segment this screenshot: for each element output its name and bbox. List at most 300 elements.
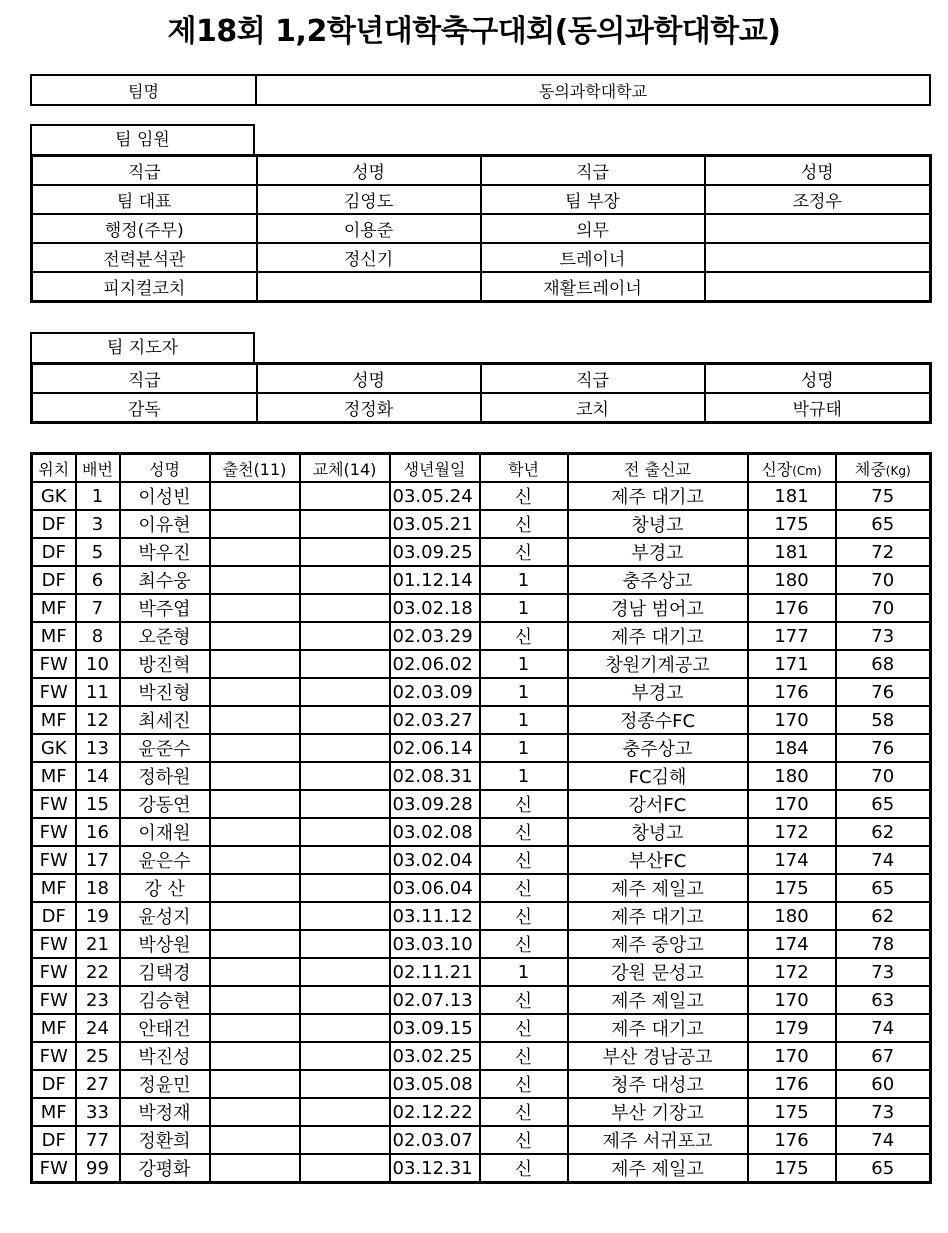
player-substitute: [300, 818, 390, 846]
player-school: 창녕고: [568, 818, 748, 846]
header-birthdate: 생년월일: [390, 454, 480, 483]
staff-caption: 팀 임원: [30, 124, 255, 154]
player-weight: 70: [836, 594, 931, 622]
player-grade: 신: [480, 1126, 568, 1154]
player-birthdate: 03.05.08: [390, 1070, 480, 1098]
staff-cell: 정신기: [257, 243, 481, 272]
player-starting: [210, 1154, 300, 1183]
header-height-unit: (Cm): [792, 463, 822, 478]
player-height: 180: [748, 762, 836, 790]
player-position: FW: [32, 1042, 76, 1070]
player-substitute: [300, 706, 390, 734]
player-height: 181: [748, 482, 836, 510]
player-grade: 신: [480, 622, 568, 650]
player-number: 19: [76, 902, 120, 930]
player-name: 정환희: [120, 1126, 210, 1154]
player-starting: [210, 650, 300, 678]
player-name: 강동연: [120, 790, 210, 818]
coaches-cell: 정정화: [257, 393, 481, 423]
player-name: 최수웅: [120, 566, 210, 594]
player-position: MF: [32, 706, 76, 734]
coaches-header-cell: 직급: [481, 364, 705, 394]
player-school: 정종수FC: [568, 706, 748, 734]
player-weight: 72: [836, 538, 931, 566]
player-birthdate: 02.03.07: [390, 1126, 480, 1154]
table-row: [32, 1042, 931, 1070]
player-birthdate: 02.03.09: [390, 678, 480, 706]
player-weight: 65: [836, 790, 931, 818]
player-name: 김택경: [120, 958, 210, 986]
player-grade: 1: [480, 706, 568, 734]
player-starting: [210, 818, 300, 846]
table-row: [32, 818, 931, 846]
player-name: 오준형: [120, 622, 210, 650]
coaches-cell: 코치: [481, 393, 705, 423]
player-number: 27: [76, 1070, 120, 1098]
table-row: [32, 762, 931, 790]
player-birthdate: 02.03.27: [390, 706, 480, 734]
staff-row: [32, 214, 931, 243]
player-weight: 65: [836, 510, 931, 538]
player-weight: 62: [836, 818, 931, 846]
table-row: [32, 734, 931, 762]
staff-cell: 김영도: [257, 185, 481, 214]
player-number: 21: [76, 930, 120, 958]
player-position: DF: [32, 1070, 76, 1098]
staff-cell: [705, 214, 931, 243]
player-school: 제주 대기고: [568, 902, 748, 930]
staff-header-row: [32, 156, 931, 186]
player-height: 181: [748, 538, 836, 566]
table-row: [32, 902, 931, 930]
staff-cell: [705, 272, 931, 302]
player-position: DF: [32, 902, 76, 930]
player-position: MF: [32, 874, 76, 902]
staff-row: [32, 272, 931, 302]
player-starting: [210, 874, 300, 902]
player-name: 윤준수: [120, 734, 210, 762]
staff-cell: 팀 대표: [32, 185, 257, 214]
player-name: 최세진: [120, 706, 210, 734]
player-height: 180: [748, 902, 836, 930]
table-row: [32, 1126, 931, 1154]
staff-table: [30, 154, 932, 303]
player-substitute: [300, 678, 390, 706]
player-school: 청주 대성고: [568, 1070, 748, 1098]
player-name: 박우진: [120, 538, 210, 566]
player-birthdate: 02.06.02: [390, 650, 480, 678]
player-name: 이재원: [120, 818, 210, 846]
player-school: 제주 서귀포고: [568, 1126, 748, 1154]
player-substitute: [300, 1154, 390, 1183]
player-weight: 67: [836, 1042, 931, 1070]
player-height: 176: [748, 1070, 836, 1098]
player-number: 7: [76, 594, 120, 622]
player-starting: [210, 790, 300, 818]
player-birthdate: 02.12.22: [390, 1098, 480, 1126]
player-height: 170: [748, 986, 836, 1014]
staff-cell: 이용준: [257, 214, 481, 243]
player-weight: 78: [836, 930, 931, 958]
player-position: DF: [32, 538, 76, 566]
player-weight: 68: [836, 650, 931, 678]
player-weight: 73: [836, 1098, 931, 1126]
player-substitute: [300, 1126, 390, 1154]
player-number: 1: [76, 482, 120, 510]
player-grade: 신: [480, 1014, 568, 1042]
table-row: [32, 930, 931, 958]
player-grade: 신: [480, 874, 568, 902]
player-grade: 신: [480, 538, 568, 566]
player-starting: [210, 622, 300, 650]
player-number: 8: [76, 622, 120, 650]
player-birthdate: 01.12.14: [390, 566, 480, 594]
player-school: 제주 대기고: [568, 622, 748, 650]
player-grade: 1: [480, 958, 568, 986]
staff-header-cell: 성명: [705, 156, 931, 186]
player-position: GK: [32, 734, 76, 762]
player-number: 77: [76, 1126, 120, 1154]
player-height: 184: [748, 734, 836, 762]
staff-cell: 피지컬코치: [32, 272, 257, 302]
player-school: 부산FC: [568, 846, 748, 874]
player-height: 176: [748, 678, 836, 706]
player-name: 윤은수: [120, 846, 210, 874]
player-position: FW: [32, 678, 76, 706]
player-height: 175: [748, 510, 836, 538]
player-number: 33: [76, 1098, 120, 1126]
player-name: 안태건: [120, 1014, 210, 1042]
table-row: [32, 846, 931, 874]
player-number: 16: [76, 818, 120, 846]
player-weight: 63: [836, 986, 931, 1014]
header-school: 전 출신교: [568, 454, 748, 483]
table-row: [32, 1070, 931, 1098]
staff-cell: [257, 272, 481, 302]
player-height: 176: [748, 594, 836, 622]
team-name-table: [30, 74, 931, 106]
player-position: FW: [32, 790, 76, 818]
player-number: 25: [76, 1042, 120, 1070]
coaches-cell: 박규태: [705, 393, 931, 423]
staff-cell: 행정(주무): [32, 214, 257, 243]
player-grade: 1: [480, 762, 568, 790]
player-weight: 76: [836, 678, 931, 706]
player-name: 박진형: [120, 678, 210, 706]
player-height: 170: [748, 706, 836, 734]
player-weight: 58: [836, 706, 931, 734]
coaches-header-cell: 성명: [257, 364, 481, 394]
player-position: GK: [32, 482, 76, 510]
player-grade: 1: [480, 566, 568, 594]
player-name: 이유현: [120, 510, 210, 538]
player-position: DF: [32, 1126, 76, 1154]
header-weight-unit: (Kg): [885, 463, 911, 478]
player-birthdate: 02.03.29: [390, 622, 480, 650]
player-grade: 신: [480, 1098, 568, 1126]
player-starting: [210, 510, 300, 538]
player-height: 171: [748, 650, 836, 678]
player-position: FW: [32, 930, 76, 958]
staff-cell: 조정우: [705, 185, 931, 214]
team-name-label: 팀명: [31, 75, 256, 105]
coach-table: [30, 362, 932, 424]
player-name: 박진성: [120, 1042, 210, 1070]
player-position: FW: [32, 818, 76, 846]
player-starting: [210, 482, 300, 510]
player-grade: 신: [480, 482, 568, 510]
header-height: [748, 454, 836, 483]
player-birthdate: 03.11.12: [390, 902, 480, 930]
player-starting: [210, 1098, 300, 1126]
player-number: 17: [76, 846, 120, 874]
player-substitute: [300, 762, 390, 790]
staff-cell: 트레이너: [481, 243, 705, 272]
staff-row: [32, 185, 931, 214]
player-weight: 62: [836, 902, 931, 930]
player-birthdate: 03.05.21: [390, 510, 480, 538]
player-substitute: [300, 482, 390, 510]
player-substitute: [300, 846, 390, 874]
roster-header-row: [32, 454, 931, 483]
player-name: 정윤민: [120, 1070, 210, 1098]
player-starting: [210, 1126, 300, 1154]
player-position: MF: [32, 1098, 76, 1126]
player-name: 박정재: [120, 1098, 210, 1126]
player-birthdate: 03.09.15: [390, 1014, 480, 1042]
player-starting: [210, 1070, 300, 1098]
player-number: 6: [76, 566, 120, 594]
player-school: 제주 중앙고: [568, 930, 748, 958]
player-grade: 신: [480, 930, 568, 958]
player-number: 3: [76, 510, 120, 538]
player-height: 179: [748, 1014, 836, 1042]
player-grade: 신: [480, 510, 568, 538]
player-grade: 1: [480, 734, 568, 762]
player-starting: [210, 566, 300, 594]
player-position: MF: [32, 762, 76, 790]
player-name: 정하원: [120, 762, 210, 790]
staff-cell: 재활트레이너: [481, 272, 705, 302]
player-school: 강서FC: [568, 790, 748, 818]
header-weight: [836, 454, 931, 483]
player-number: 11: [76, 678, 120, 706]
player-weight: 74: [836, 1014, 931, 1042]
player-height: 175: [748, 874, 836, 902]
player-school: 제주 제일고: [568, 874, 748, 902]
player-starting: [210, 986, 300, 1014]
player-number: 13: [76, 734, 120, 762]
player-substitute: [300, 622, 390, 650]
player-position: FW: [32, 846, 76, 874]
player-starting: [210, 930, 300, 958]
player-birthdate: 03.02.08: [390, 818, 480, 846]
player-height: 175: [748, 1098, 836, 1126]
player-starting: [210, 846, 300, 874]
player-grade: 신: [480, 1070, 568, 1098]
player-substitute: [300, 510, 390, 538]
player-height: 172: [748, 818, 836, 846]
player-substitute: [300, 650, 390, 678]
player-birthdate: 03.12.31: [390, 1154, 480, 1183]
table-row: [32, 594, 931, 622]
table-row: [32, 538, 931, 566]
player-name: 김승현: [120, 986, 210, 1014]
roster-table: [30, 452, 932, 1184]
table-row: [32, 986, 931, 1014]
player-name: 박주엽: [120, 594, 210, 622]
player-weight: 70: [836, 762, 931, 790]
player-substitute: [300, 958, 390, 986]
player-grade: 신: [480, 986, 568, 1014]
player-starting: [210, 902, 300, 930]
player-height: 170: [748, 1042, 836, 1070]
table-row: [32, 1154, 931, 1183]
player-name: 박상원: [120, 930, 210, 958]
player-name: 강 산: [120, 874, 210, 902]
header-weight-label: 체중: [854, 459, 886, 479]
player-grade: 1: [480, 678, 568, 706]
player-position: MF: [32, 622, 76, 650]
player-school: 제주 대기고: [568, 1014, 748, 1042]
player-birthdate: 02.11.21: [390, 958, 480, 986]
player-school: 제주 제일고: [568, 986, 748, 1014]
player-position: FW: [32, 958, 76, 986]
player-name: 방진혁: [120, 650, 210, 678]
staff-cell: 전력분석관: [32, 243, 257, 272]
staff-row: [32, 243, 931, 272]
player-number: 22: [76, 958, 120, 986]
table-row: [32, 874, 931, 902]
player-height: 180: [748, 566, 836, 594]
player-birthdate: 02.07.13: [390, 986, 480, 1014]
player-birthdate: 03.02.25: [390, 1042, 480, 1070]
player-school: FC김해: [568, 762, 748, 790]
player-school: 제주 제일고: [568, 1154, 748, 1183]
player-birthdate: 03.05.24: [390, 482, 480, 510]
player-school: 부경고: [568, 678, 748, 706]
player-school: 경남 범어고: [568, 594, 748, 622]
player-position: MF: [32, 594, 76, 622]
staff-header-cell: 직급: [32, 156, 257, 186]
player-grade: 신: [480, 818, 568, 846]
header-number: 배번: [76, 454, 120, 483]
player-number: 10: [76, 650, 120, 678]
player-starting: [210, 594, 300, 622]
header-starting: 출천(11): [210, 454, 300, 483]
player-school: 창녕고: [568, 510, 748, 538]
player-substitute: [300, 1070, 390, 1098]
player-position: MF: [32, 1014, 76, 1042]
player-starting: [210, 1014, 300, 1042]
table-row: [32, 482, 931, 510]
header-height-label: 신장: [761, 459, 793, 479]
player-grade: 신: [480, 790, 568, 818]
player-birthdate: 03.09.28: [390, 790, 480, 818]
player-school: 충주상고: [568, 566, 748, 594]
player-weight: 74: [836, 1126, 931, 1154]
player-position: DF: [32, 566, 76, 594]
player-grade: 신: [480, 846, 568, 874]
player-substitute: [300, 986, 390, 1014]
player-number: 24: [76, 1014, 120, 1042]
header-name: 성명: [120, 454, 210, 483]
player-school: 부산 경남공고: [568, 1042, 748, 1070]
staff-header-cell: 직급: [481, 156, 705, 186]
player-grade: 신: [480, 1154, 568, 1183]
player-school: 충주상고: [568, 734, 748, 762]
player-birthdate: 03.03.10: [390, 930, 480, 958]
staff-cell: 팀 부장: [481, 185, 705, 214]
player-position: DF: [32, 510, 76, 538]
player-height: 174: [748, 930, 836, 958]
player-birthdate: 02.08.31: [390, 762, 480, 790]
player-number: 14: [76, 762, 120, 790]
header-grade: 학년: [480, 454, 568, 483]
player-weight: 70: [836, 566, 931, 594]
staff-cell: 의무: [481, 214, 705, 243]
player-weight: 74: [836, 846, 931, 874]
coaches-row: [32, 393, 931, 423]
player-birthdate: 02.06.14: [390, 734, 480, 762]
player-grade: 1: [480, 594, 568, 622]
coaches-header-cell: 직급: [32, 364, 257, 394]
player-number: 12: [76, 706, 120, 734]
player-school: 창원기계공고: [568, 650, 748, 678]
player-number: 5: [76, 538, 120, 566]
staff-cell: [705, 243, 931, 272]
player-substitute: [300, 930, 390, 958]
player-starting: [210, 734, 300, 762]
player-substitute: [300, 1014, 390, 1042]
player-number: 99: [76, 1154, 120, 1183]
player-number: 15: [76, 790, 120, 818]
player-weight: 73: [836, 622, 931, 650]
player-name: 윤성지: [120, 902, 210, 930]
player-height: 176: [748, 1126, 836, 1154]
player-starting: [210, 706, 300, 734]
coach-caption: 팀 지도자: [30, 332, 255, 362]
table-row: [32, 650, 931, 678]
player-height: 172: [748, 958, 836, 986]
player-number: 23: [76, 986, 120, 1014]
player-substitute: [300, 874, 390, 902]
header-position: 위치: [32, 454, 76, 483]
player-grade: 1: [480, 650, 568, 678]
player-substitute: [300, 902, 390, 930]
header-substitute: 교체(14): [300, 454, 390, 483]
player-weight: 76: [836, 734, 931, 762]
page-title: 제18회 1,2학년대학축구대회(동의과학대학교): [167, 14, 781, 49]
player-substitute: [300, 538, 390, 566]
player-starting: [210, 538, 300, 566]
player-weight: 73: [836, 958, 931, 986]
table-row: [32, 1014, 931, 1042]
player-birthdate: 03.06.04: [390, 874, 480, 902]
player-height: 170: [748, 790, 836, 818]
player-school: 제주 대기고: [568, 482, 748, 510]
table-row: [32, 790, 931, 818]
player-starting: [210, 958, 300, 986]
player-substitute: [300, 566, 390, 594]
table-row: [32, 1098, 931, 1126]
player-position: FW: [32, 650, 76, 678]
player-name: 이성빈: [120, 482, 210, 510]
player-substitute: [300, 734, 390, 762]
player-starting: [210, 1042, 300, 1070]
player-height: 174: [748, 846, 836, 874]
player-grade: 신: [480, 902, 568, 930]
